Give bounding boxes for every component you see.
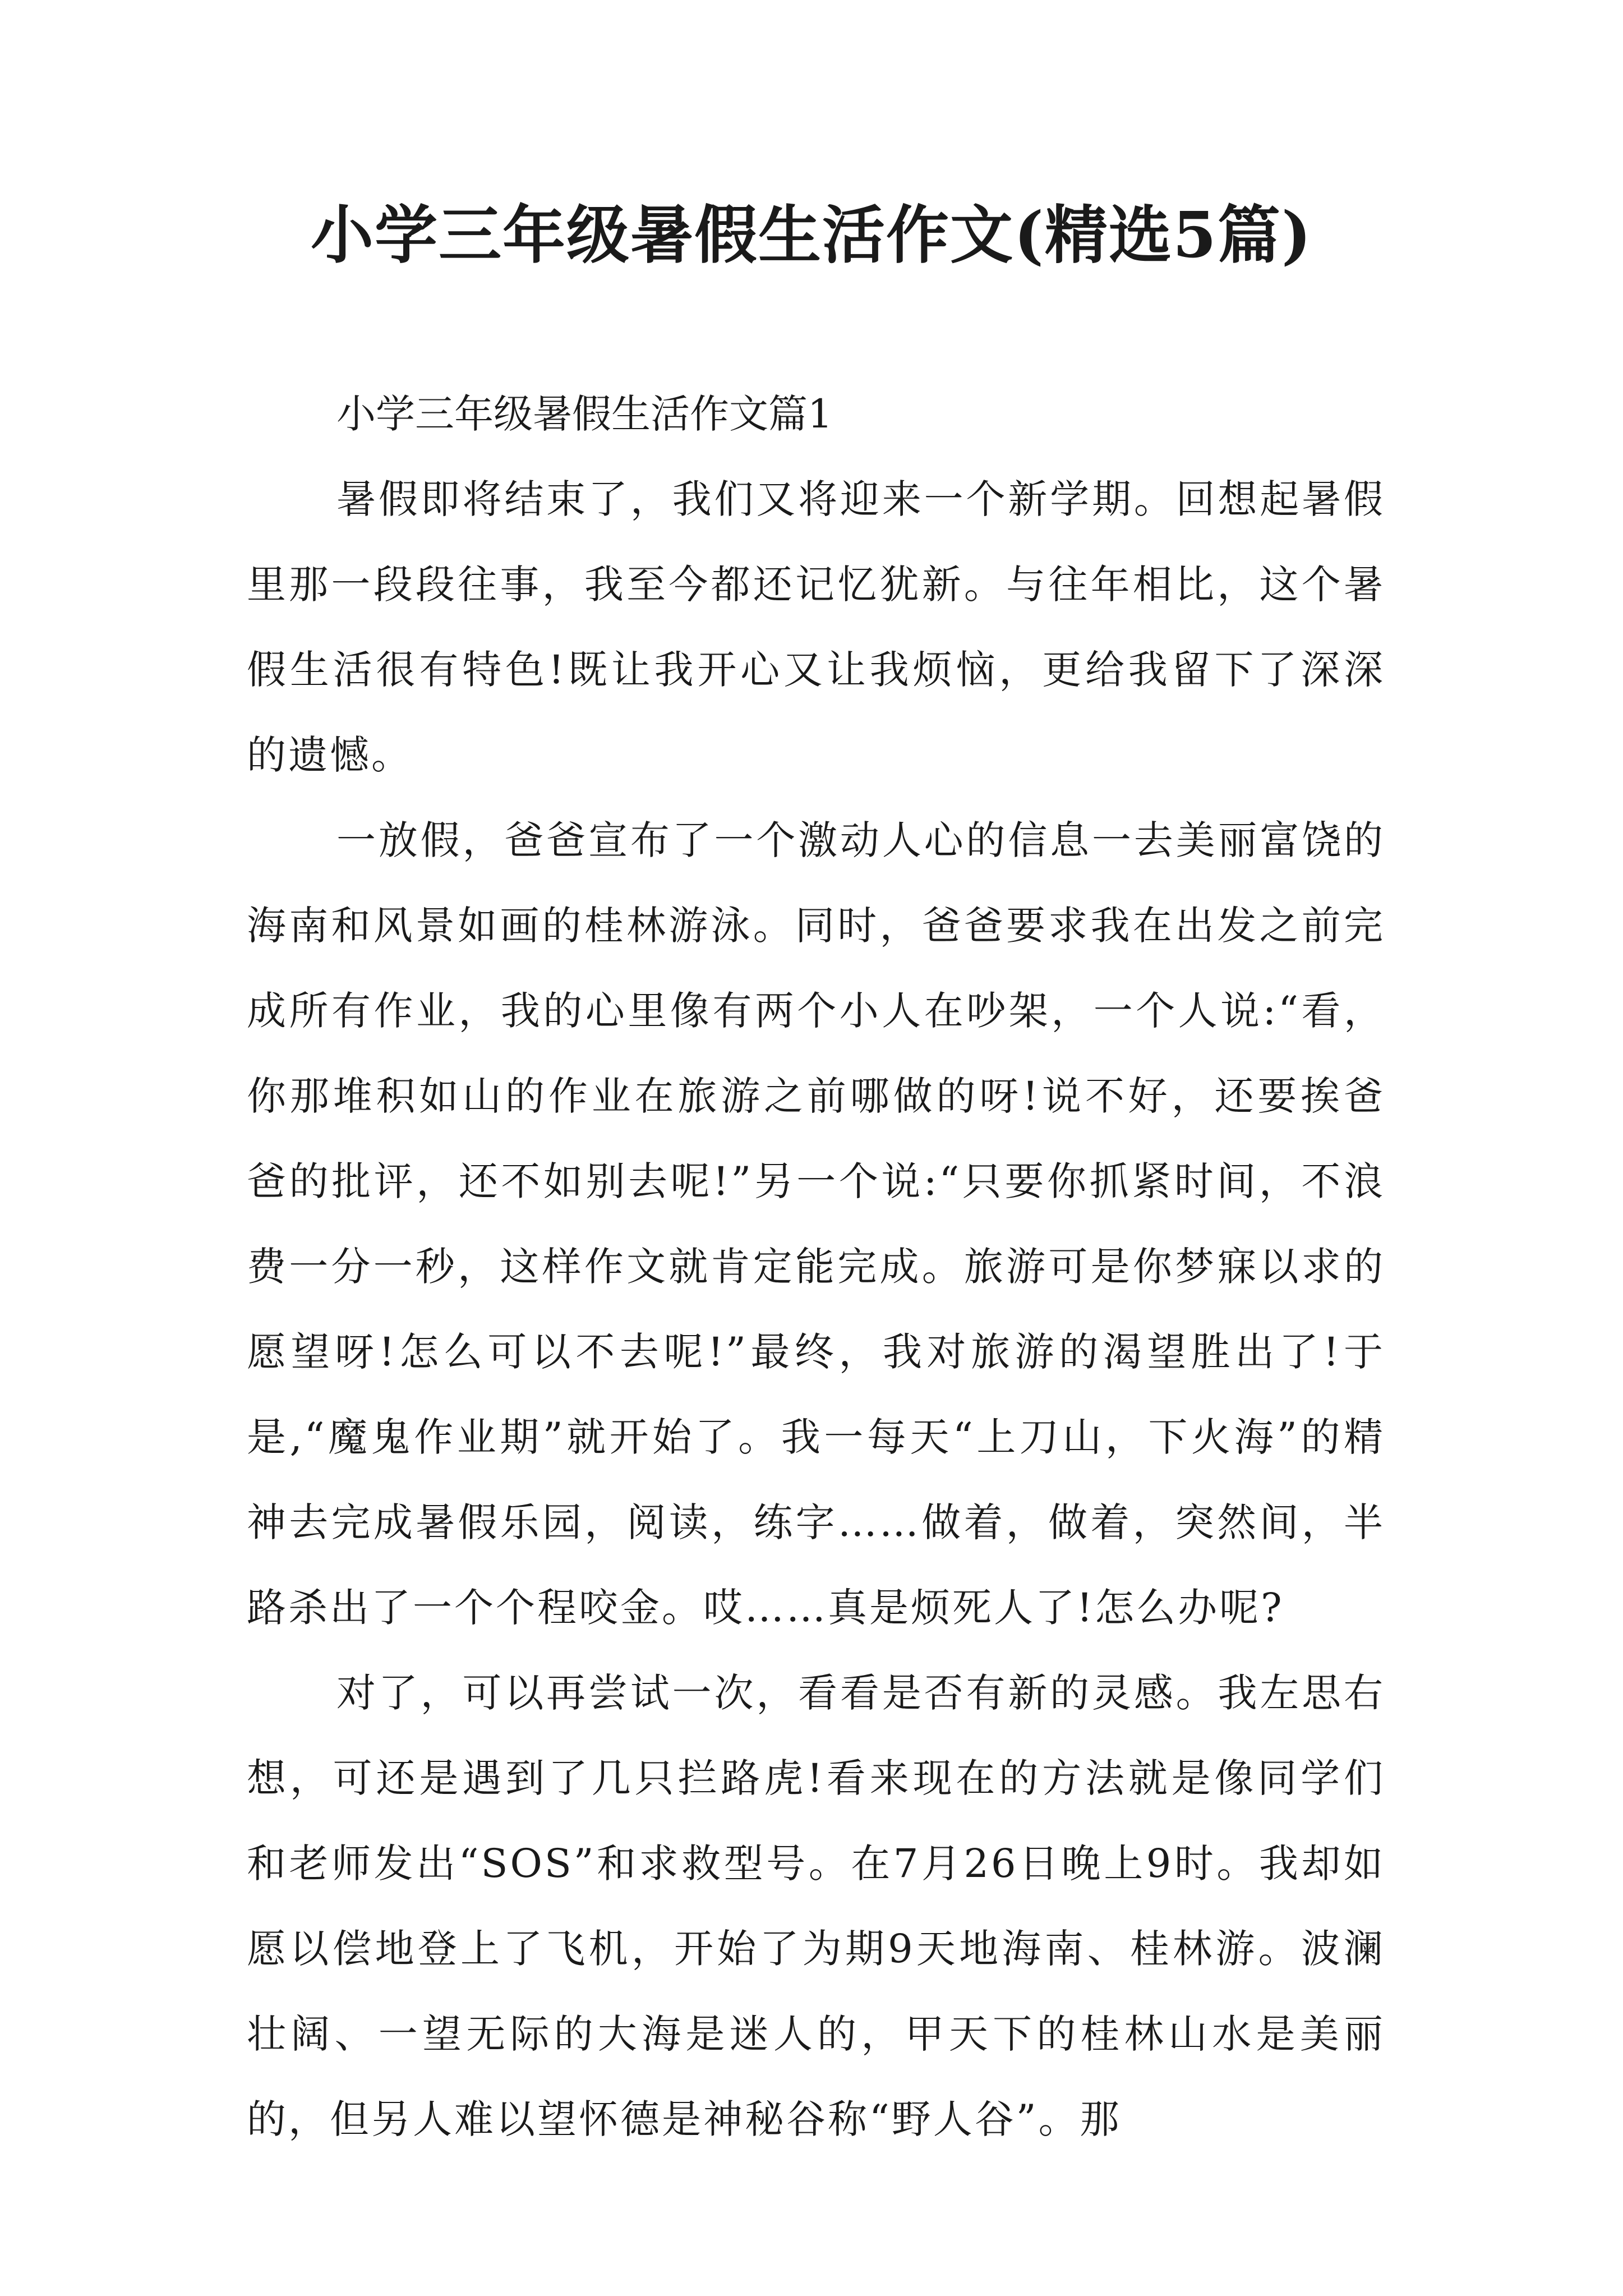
paragraph-3: 对了，可以再尝试一次，看看是否有新的灵感。我左思右想，可还是遇到了几只拦路虎!看来现在的方法就是像同学们和老师发出“SOS”和求救型号。在7月26日晚上9时。我却如愿以偿地登上了飞机，开始了为期9天地海南、桂林游。波澜壮阔、一望无际的大海是迷人的，甲天下的桂林山水是美丽的，但另人难以望怀德是神秘谷称“野人谷”。那 [247, 1670, 1385, 2142]
paragraph-2: 一放假，爸爸宣布了一个激动人心的信息一去美丽富饶的海南和风景如画的桂林游泳。同时，爸爸要求我在出发之前完成所有作业，我的心里像有两个小人在吵架，一个人说:“看，你那堆积如山的作业在旅游之前哪做的呀!说不好，还要挨爸爸的批评，还不如别去呢!”另一个说:“只要你抓紧时间，不浪费一分一秒，这样作文就肯定能完成。旅游可是你梦寐以求的愿望呀!怎么可以不去呢!”最终，我对旅游的渴望胜出了!于是,“魔鬼作业期”就开始了。我一每天“上刀山，下火海”的精神去完成暑假乐园，阅读，练字……做着，做着，突然间，半路杀出了一个个程咬金。哎……真是烦死人了!怎么办呢? [247, 817, 1385, 1631]
paragraph-1: 暑假即将结束了，我们又将迎来一个新学期。回想起暑假里那一段段往事，我至今都还记忆犹新。与往年相比，这个暑假生活很有特色!既让我开心又让我烦恼，更给我留下了深深的遗憾。 [247, 476, 1385, 778]
document-body [247, 371, 1385, 2162]
document-title: 小学三年级暑假生活作文(精选5篇) [311, 199, 1312, 272]
section-heading: 小学三年级暑假生活作文篇1 [336, 391, 833, 437]
